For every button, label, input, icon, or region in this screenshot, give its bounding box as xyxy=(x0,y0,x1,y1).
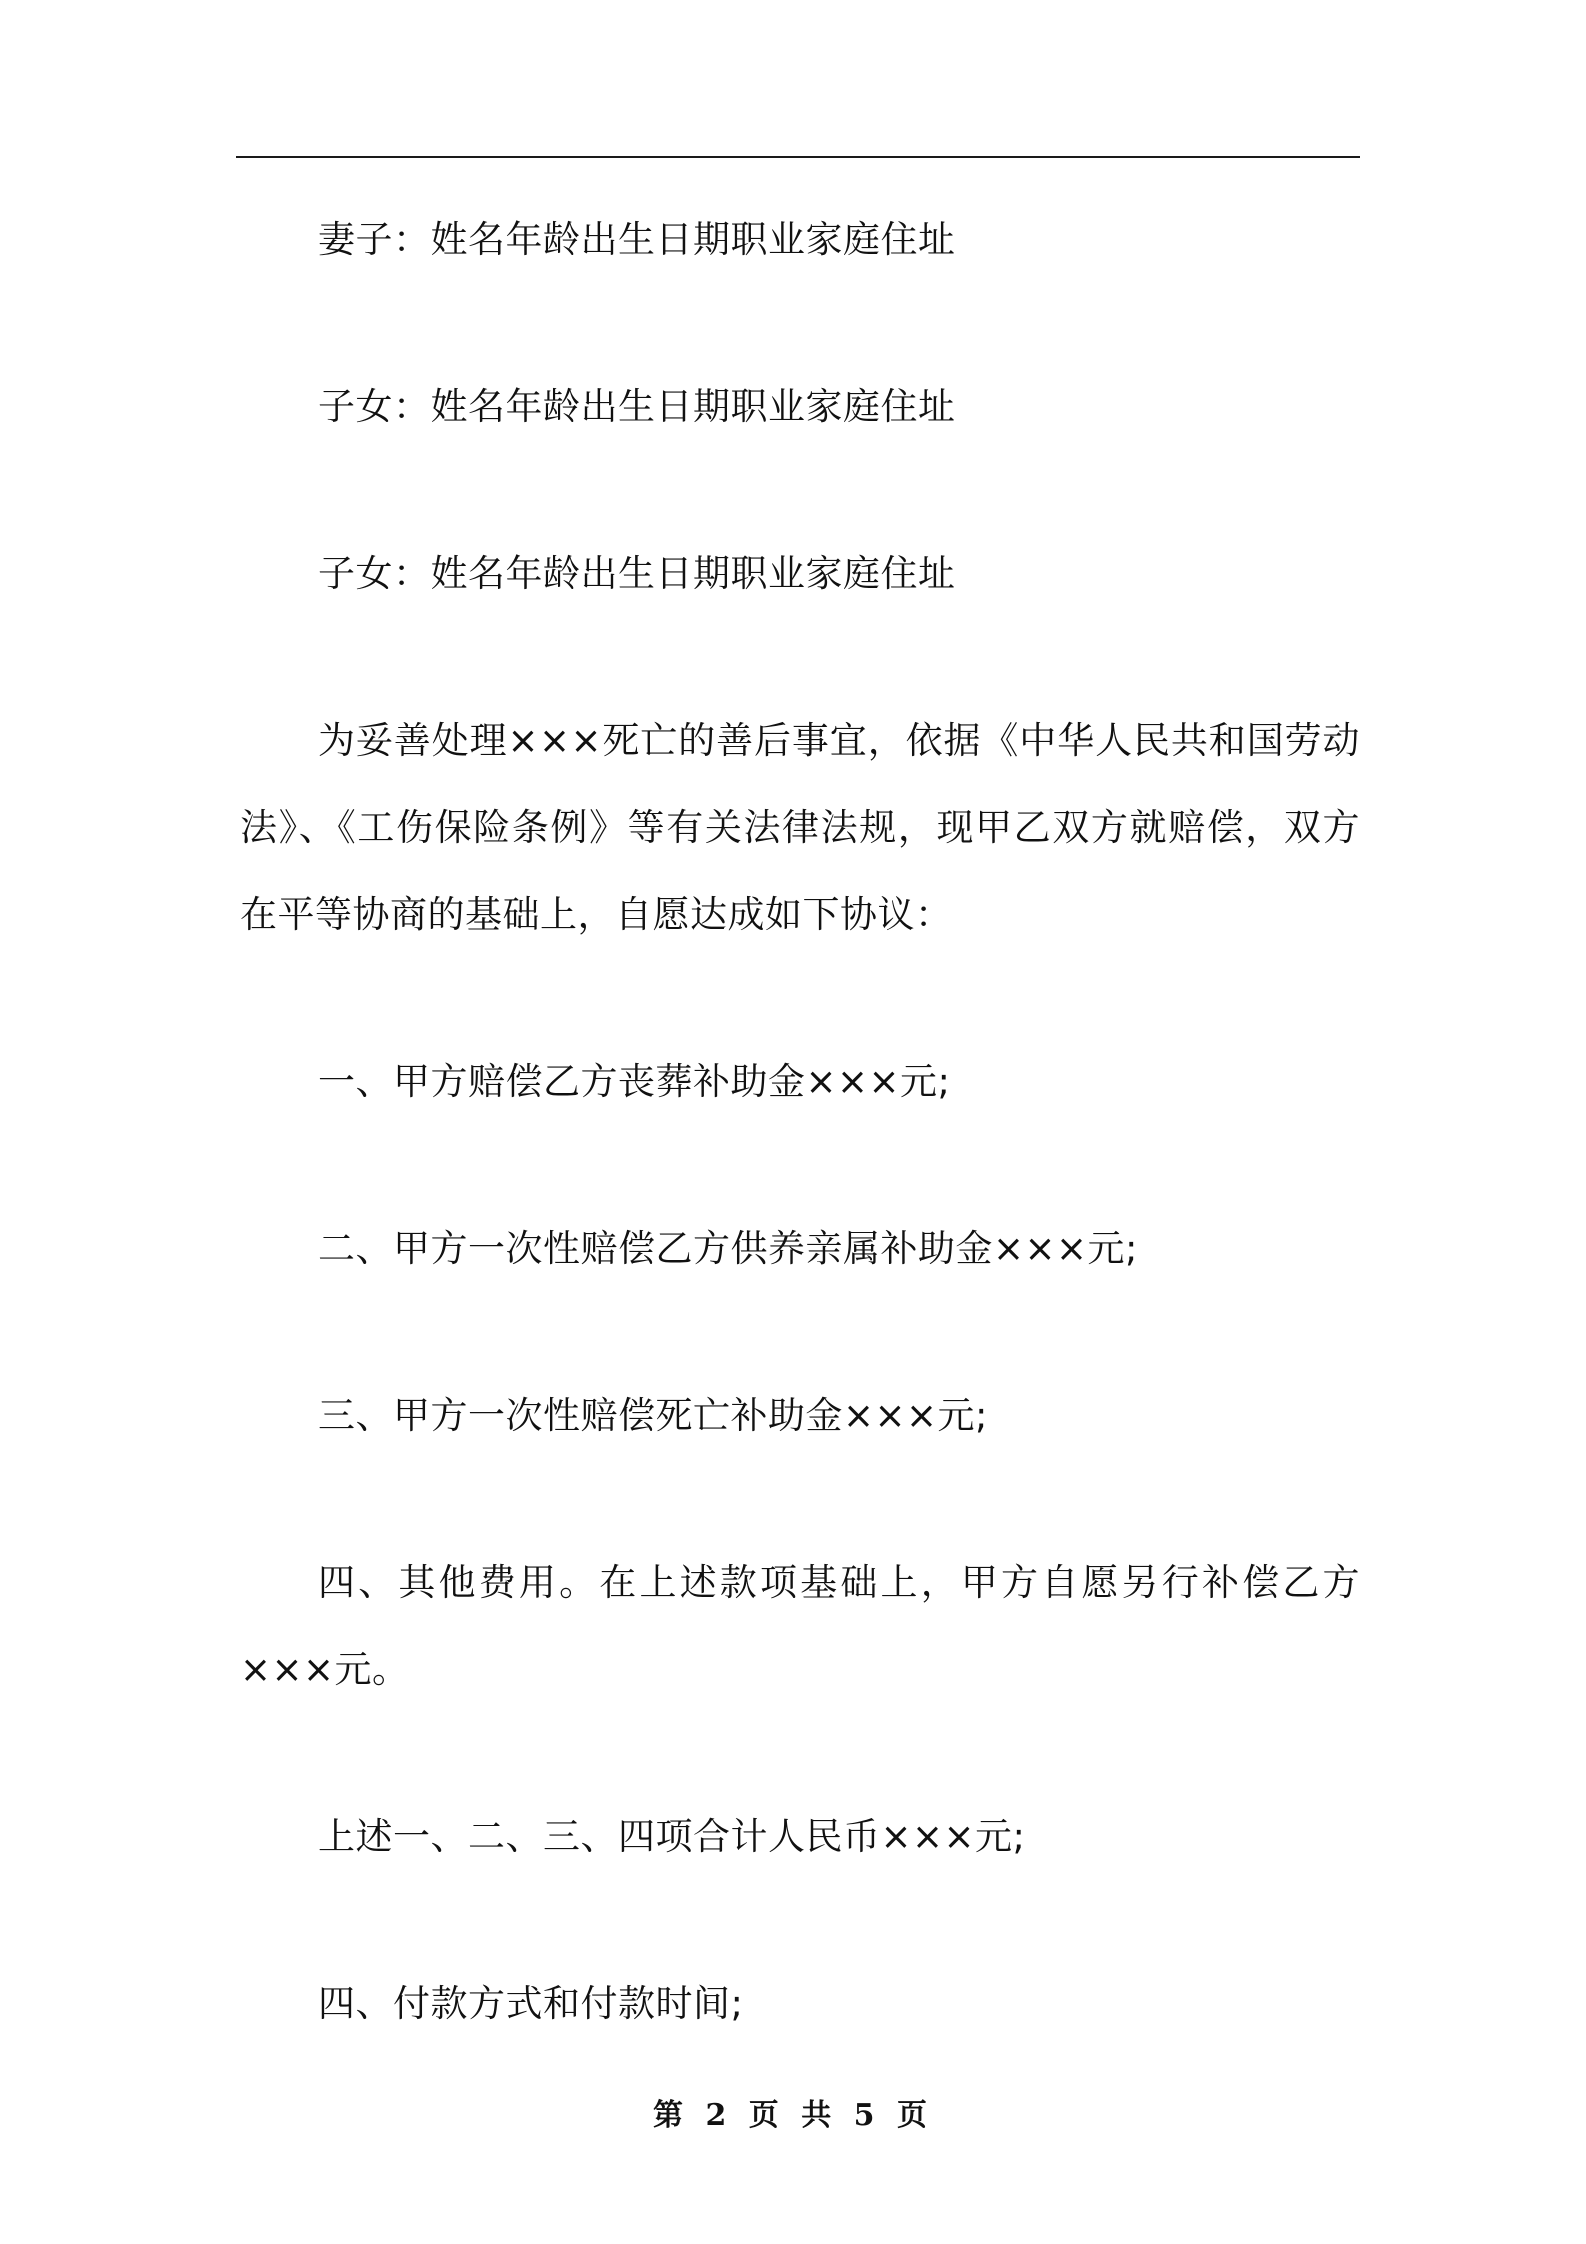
child-info-line-1: 子女：姓名年龄出生日期职业家庭住址 xyxy=(318,385,956,428)
header-rule xyxy=(236,156,1360,158)
clause-other-expenses: 四、其他费用。在上述款项基础上，甲方自愿另行补偿乙方×××元。 xyxy=(240,1561,1360,1691)
clause-payment-method: 四、付款方式和付款时间; xyxy=(318,1982,744,2025)
clause-total: 上述一、二、三、四项合计人民币×××元; xyxy=(318,1815,1026,1858)
clause-funeral-subsidy: 一、甲方赔偿乙方丧葬补助金×××元; xyxy=(318,1060,951,1103)
clause-dependent-subsidy: 二、甲方一次性赔偿乙方供养亲属补助金×××元; xyxy=(318,1227,1138,1270)
agreement-preamble: 为妥善处理×××死亡的善后事宜，依据《中华人民共和国劳动法》、《工伤保险条例》等有关法律法规，现甲乙双方就赔偿，双方在平等协商的基础上，自愿达成如下协议： xyxy=(240,719,1360,936)
child-info-line-2: 子女：姓名年龄出生日期职业家庭住址 xyxy=(318,552,956,595)
page-number-footer: 第 2 页 共 5 页 xyxy=(653,2098,933,2133)
clause-death-subsidy: 三、甲方一次性赔偿死亡补助金×××元; xyxy=(318,1394,988,1437)
wife-info-line: 妻子：姓名年龄出生日期职业家庭住址 xyxy=(318,218,956,261)
document-body xyxy=(240,196,1360,2127)
